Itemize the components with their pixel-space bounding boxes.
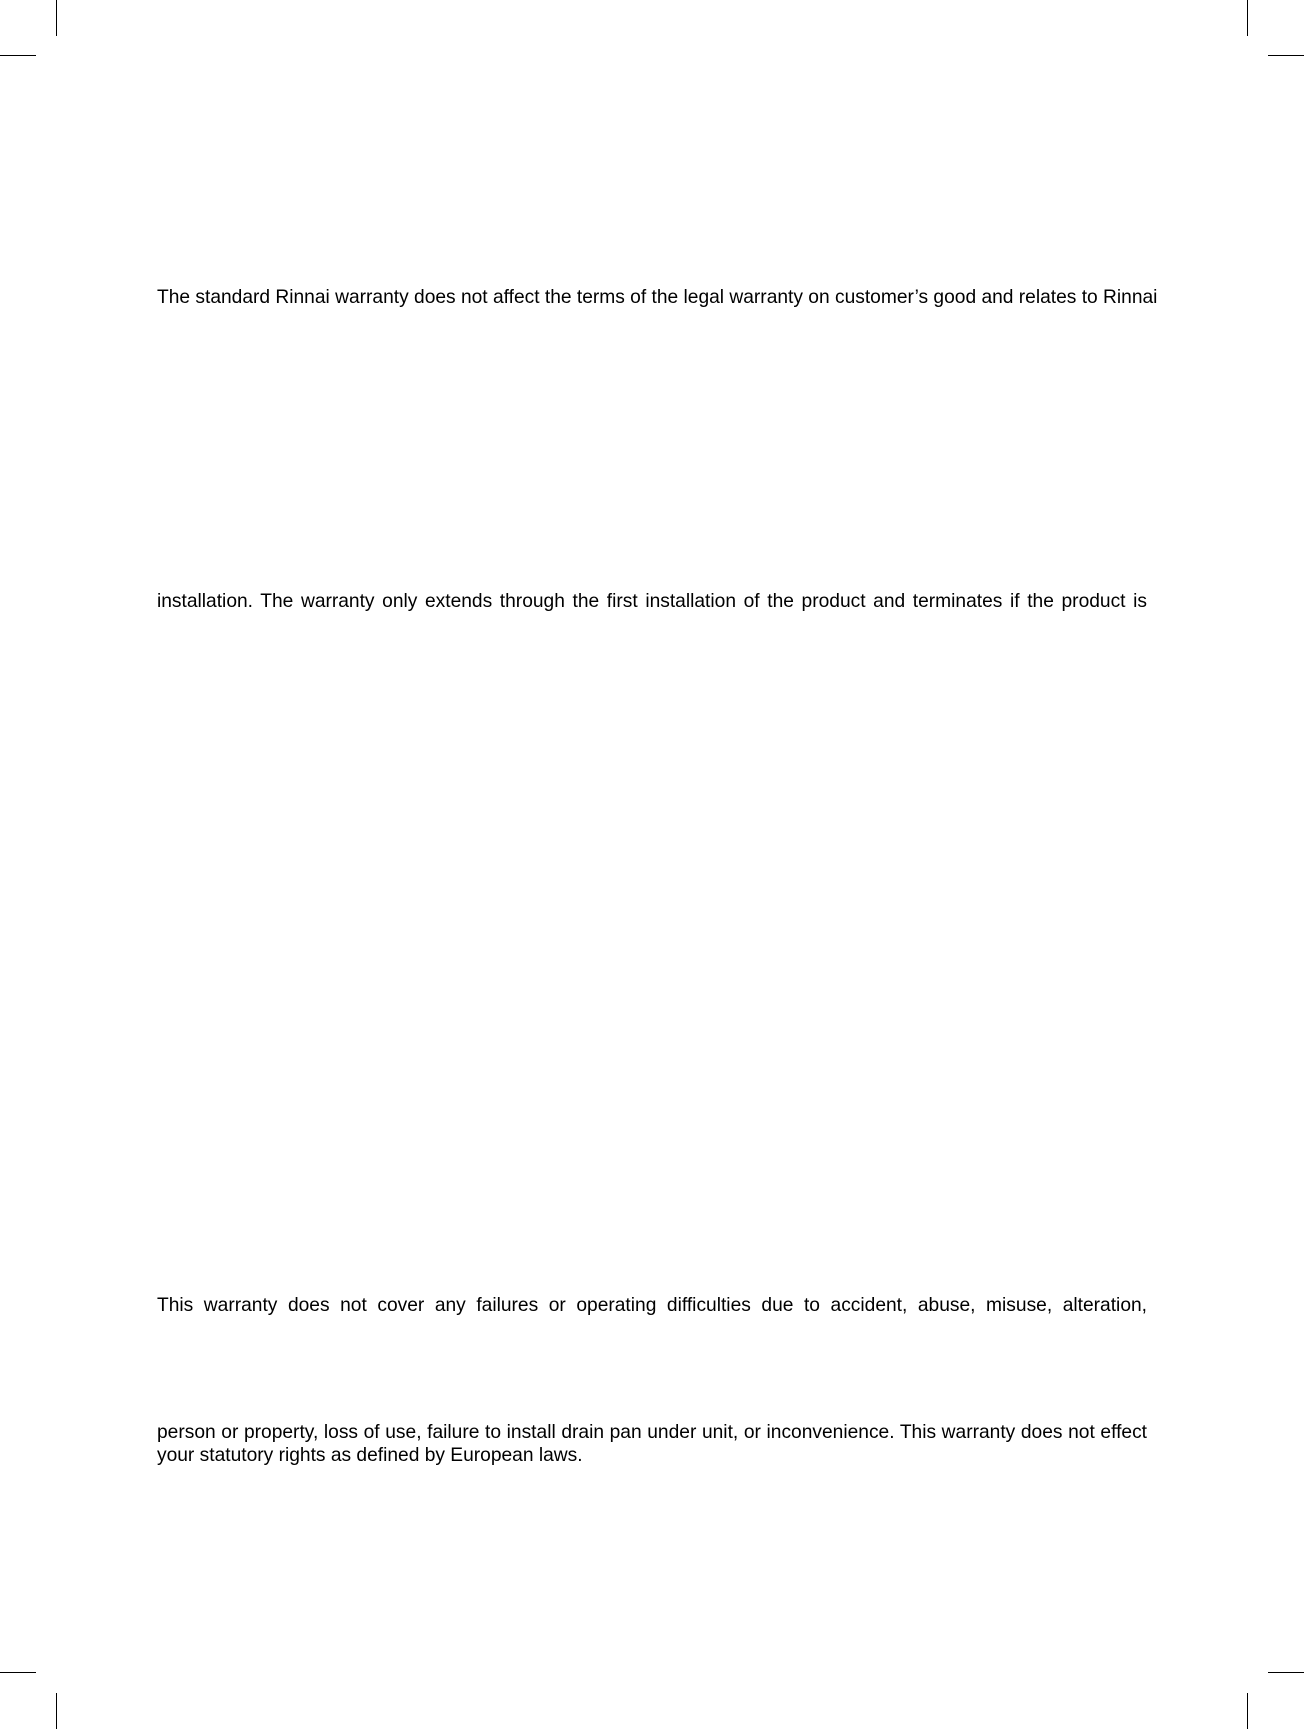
warranty-text-line-4a: person or property, loss of use, failure to install drain pan under unit, or inconvenience. This warranty does not effect <box>157 1422 1147 1443</box>
crop-mark-bottom-right-horizontal <box>1268 1672 1304 1673</box>
crop-mark-top-right-vertical <box>1247 0 1248 36</box>
warranty-text-line-2: installation. The warranty only extends through the first installation of the product and terminates if the product is <box>157 591 1147 612</box>
warranty-text-paragraph <box>157 1421 1147 1467</box>
warranty-text-line-1: The standard Rinnai warranty does not affect the terms of the legal warranty on customer’s good and relates to Rinnai <box>157 287 1158 308</box>
crop-mark-bottom-right-vertical <box>1247 1693 1248 1729</box>
crop-mark-top-right-horizontal <box>1268 55 1304 56</box>
warranty-text-line-4b: your statutory rights as defined by European laws. <box>157 1445 583 1466</box>
crop-mark-top-left-horizontal <box>0 55 36 56</box>
crop-mark-bottom-left-vertical <box>56 1693 57 1729</box>
warranty-text-line-3: This warranty does not cover any failures or operating difficulties due to accident, abuse, misuse, alteration, <box>157 1295 1147 1316</box>
crop-mark-top-left-vertical <box>56 0 57 36</box>
crop-mark-bottom-left-horizontal <box>0 1672 36 1673</box>
